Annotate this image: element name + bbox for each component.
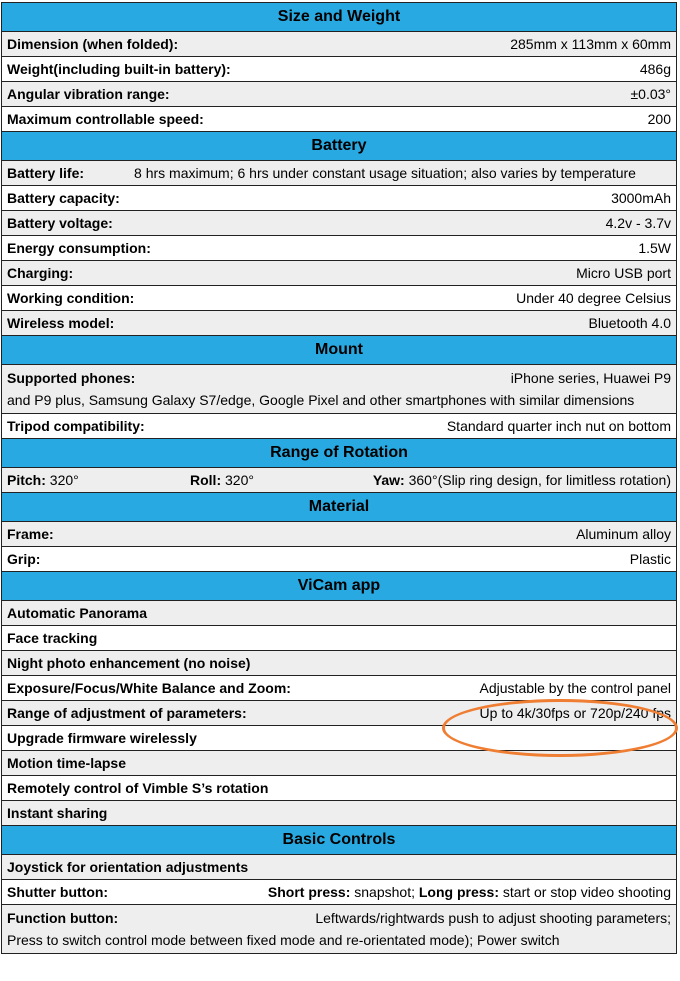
section-header-rotation: Range of Rotation [2,439,676,468]
spec-row-remote-control [2,776,676,801]
spec-label: Frame: [7,526,54,542]
spec-label: Weight(including built-in battery): [7,61,231,77]
spec-row-supported-phones [2,365,676,414]
spec-row-rotation [2,468,676,493]
spec-table [1,2,677,954]
spec-row-battery-voltage [2,211,676,236]
section-header-vicam: ViCam app [2,572,676,601]
spec-row-max-speed [2,107,676,132]
spec-value: Plastic [629,551,671,567]
supported-phones-line-1 [7,367,671,389]
spec-value [268,881,671,903]
spec-value: 8 hrs maximum; 6 hrs under constant usage situation; also varies by temperature [134,165,636,181]
short-press-label: Short press: [267,884,351,900]
pitch-label: Pitch: [7,472,46,488]
spec-value: Bluetooth 4.0 [588,315,671,331]
section-header-size-weight: Size and Weight [2,3,676,32]
spec-row-weight [2,57,676,82]
spec-row-panorama [2,601,676,626]
spec-label: Shutter button: [7,884,109,900]
spec-label: Tripod compatibility: [7,418,145,434]
spec-label: Night photo enhancement (no noise) [7,655,251,671]
yaw-spec [373,469,671,491]
spec-value: Up to 4k/30fps or 720p/240 fps [479,705,671,721]
spec-row-shutter [2,880,676,905]
spec-label: Angular vibration range: [7,86,170,102]
spec-value: Standard quarter inch nut on bottom [446,418,671,434]
long-press-label: Long press: [418,884,499,900]
section-header-controls: Basic Controls [2,826,676,855]
spec-label: Automatic Panorama [7,605,148,621]
spec-label: Battery capacity: [7,190,120,206]
spec-value: 4.2v - 3.7v [605,215,671,231]
spec-label: Working condition: [7,290,135,306]
spec-row-night-photo [2,651,676,676]
spec-value: iPhone series, Huawei P9 [510,370,671,386]
spec-row-dimension [2,32,676,57]
spec-row-energy-consumption [2,236,676,261]
spec-row-time-lapse [2,751,676,776]
spec-label: Energy consumption: [7,240,151,256]
spec-value: 1.5W [638,240,671,256]
spec-value: Aluminum alloy [576,526,671,542]
spec-row-instant-sharing [2,801,676,826]
spec-label: Grip: [7,551,41,567]
spec-row-function-button [2,905,676,953]
spec-value: Adjustable by the control panel [479,680,671,696]
spec-label: Face tracking [7,630,98,646]
yaw-label: Yaw: [372,472,405,488]
spec-row-grip [2,547,676,572]
spec-value: 3000mAh [611,190,671,206]
spec-row-battery-life [2,161,676,186]
spec-row-frame [2,522,676,547]
spec-value: 200 [647,111,671,127]
spec-label: Function button: [7,910,119,926]
short-press-value: snapshot; [350,884,419,900]
yaw-value: 360°(Slip ring design, for limitless rotation) [404,472,671,488]
spec-label: Instant sharing [7,805,108,821]
spec-row-wireless-model [2,311,676,336]
spec-row-face-tracking [2,626,676,651]
spec-label: Wireless model: [7,315,115,331]
roll-spec [190,469,355,491]
spec-row-firmware [2,726,676,751]
spec-row-exposure [2,676,676,701]
section-header-material: Material [2,493,676,522]
spec-label: Joystick for orientation adjustments [7,859,249,875]
spec-label: Charging: [7,265,74,281]
spec-label: Maximum controllable speed: [7,111,204,127]
spec-label: Dimension (when folded): [7,36,179,52]
roll-value: 320° [221,472,254,488]
spec-label: Battery life: [7,165,85,181]
function-line-2: Press to switch control mode between fixed mode and re-orientated mode); Power switch [7,932,560,948]
spec-row-angular-vibration [2,82,676,107]
spec-label: Range of adjustment of parameters: [7,705,247,721]
spec-value: 285mm x 113mm x 60mm [510,36,671,52]
spec-label: Upgrade firmware wirelessly [7,730,197,746]
spec-row-working-condition [2,286,676,311]
supported-phones-line-2: and P9 plus, Samsung Galaxy S7/edge, Google Pixel and other smartphones with similar dimensions [7,392,635,408]
spec-label: Battery voltage: [7,215,113,231]
long-press-value: start or stop video shooting [499,884,671,900]
spec-value: Leftwards/rightwards push to adjust shooting parameters; [315,910,671,926]
spec-label: Supported phones: [7,370,136,386]
spec-value: Under 40 degree Celsius [516,290,671,306]
spec-row-tripod [2,414,676,439]
spec-row-battery-capacity [2,186,676,211]
function-line-1 [7,907,671,929]
roll-label: Roll: [190,472,222,488]
spec-label: Exposure/Focus/White Balance and Zoom: [7,680,291,696]
section-header-mount: Mount [2,336,676,365]
spec-value: Micro USB port [576,265,671,281]
spec-row-parameter-range [2,701,676,726]
pitch-spec [7,469,190,491]
spec-row-charging [2,261,676,286]
spec-row-joystick [2,855,676,880]
spec-value: ±0.03° [630,86,671,102]
spec-value: 486g [639,61,671,77]
spec-label: Remotely control of Vimble S’s rotation [7,780,269,796]
section-header-battery: Battery [2,132,676,161]
pitch-value: 320° [45,472,79,488]
spec-label: Motion time-lapse [7,755,127,771]
